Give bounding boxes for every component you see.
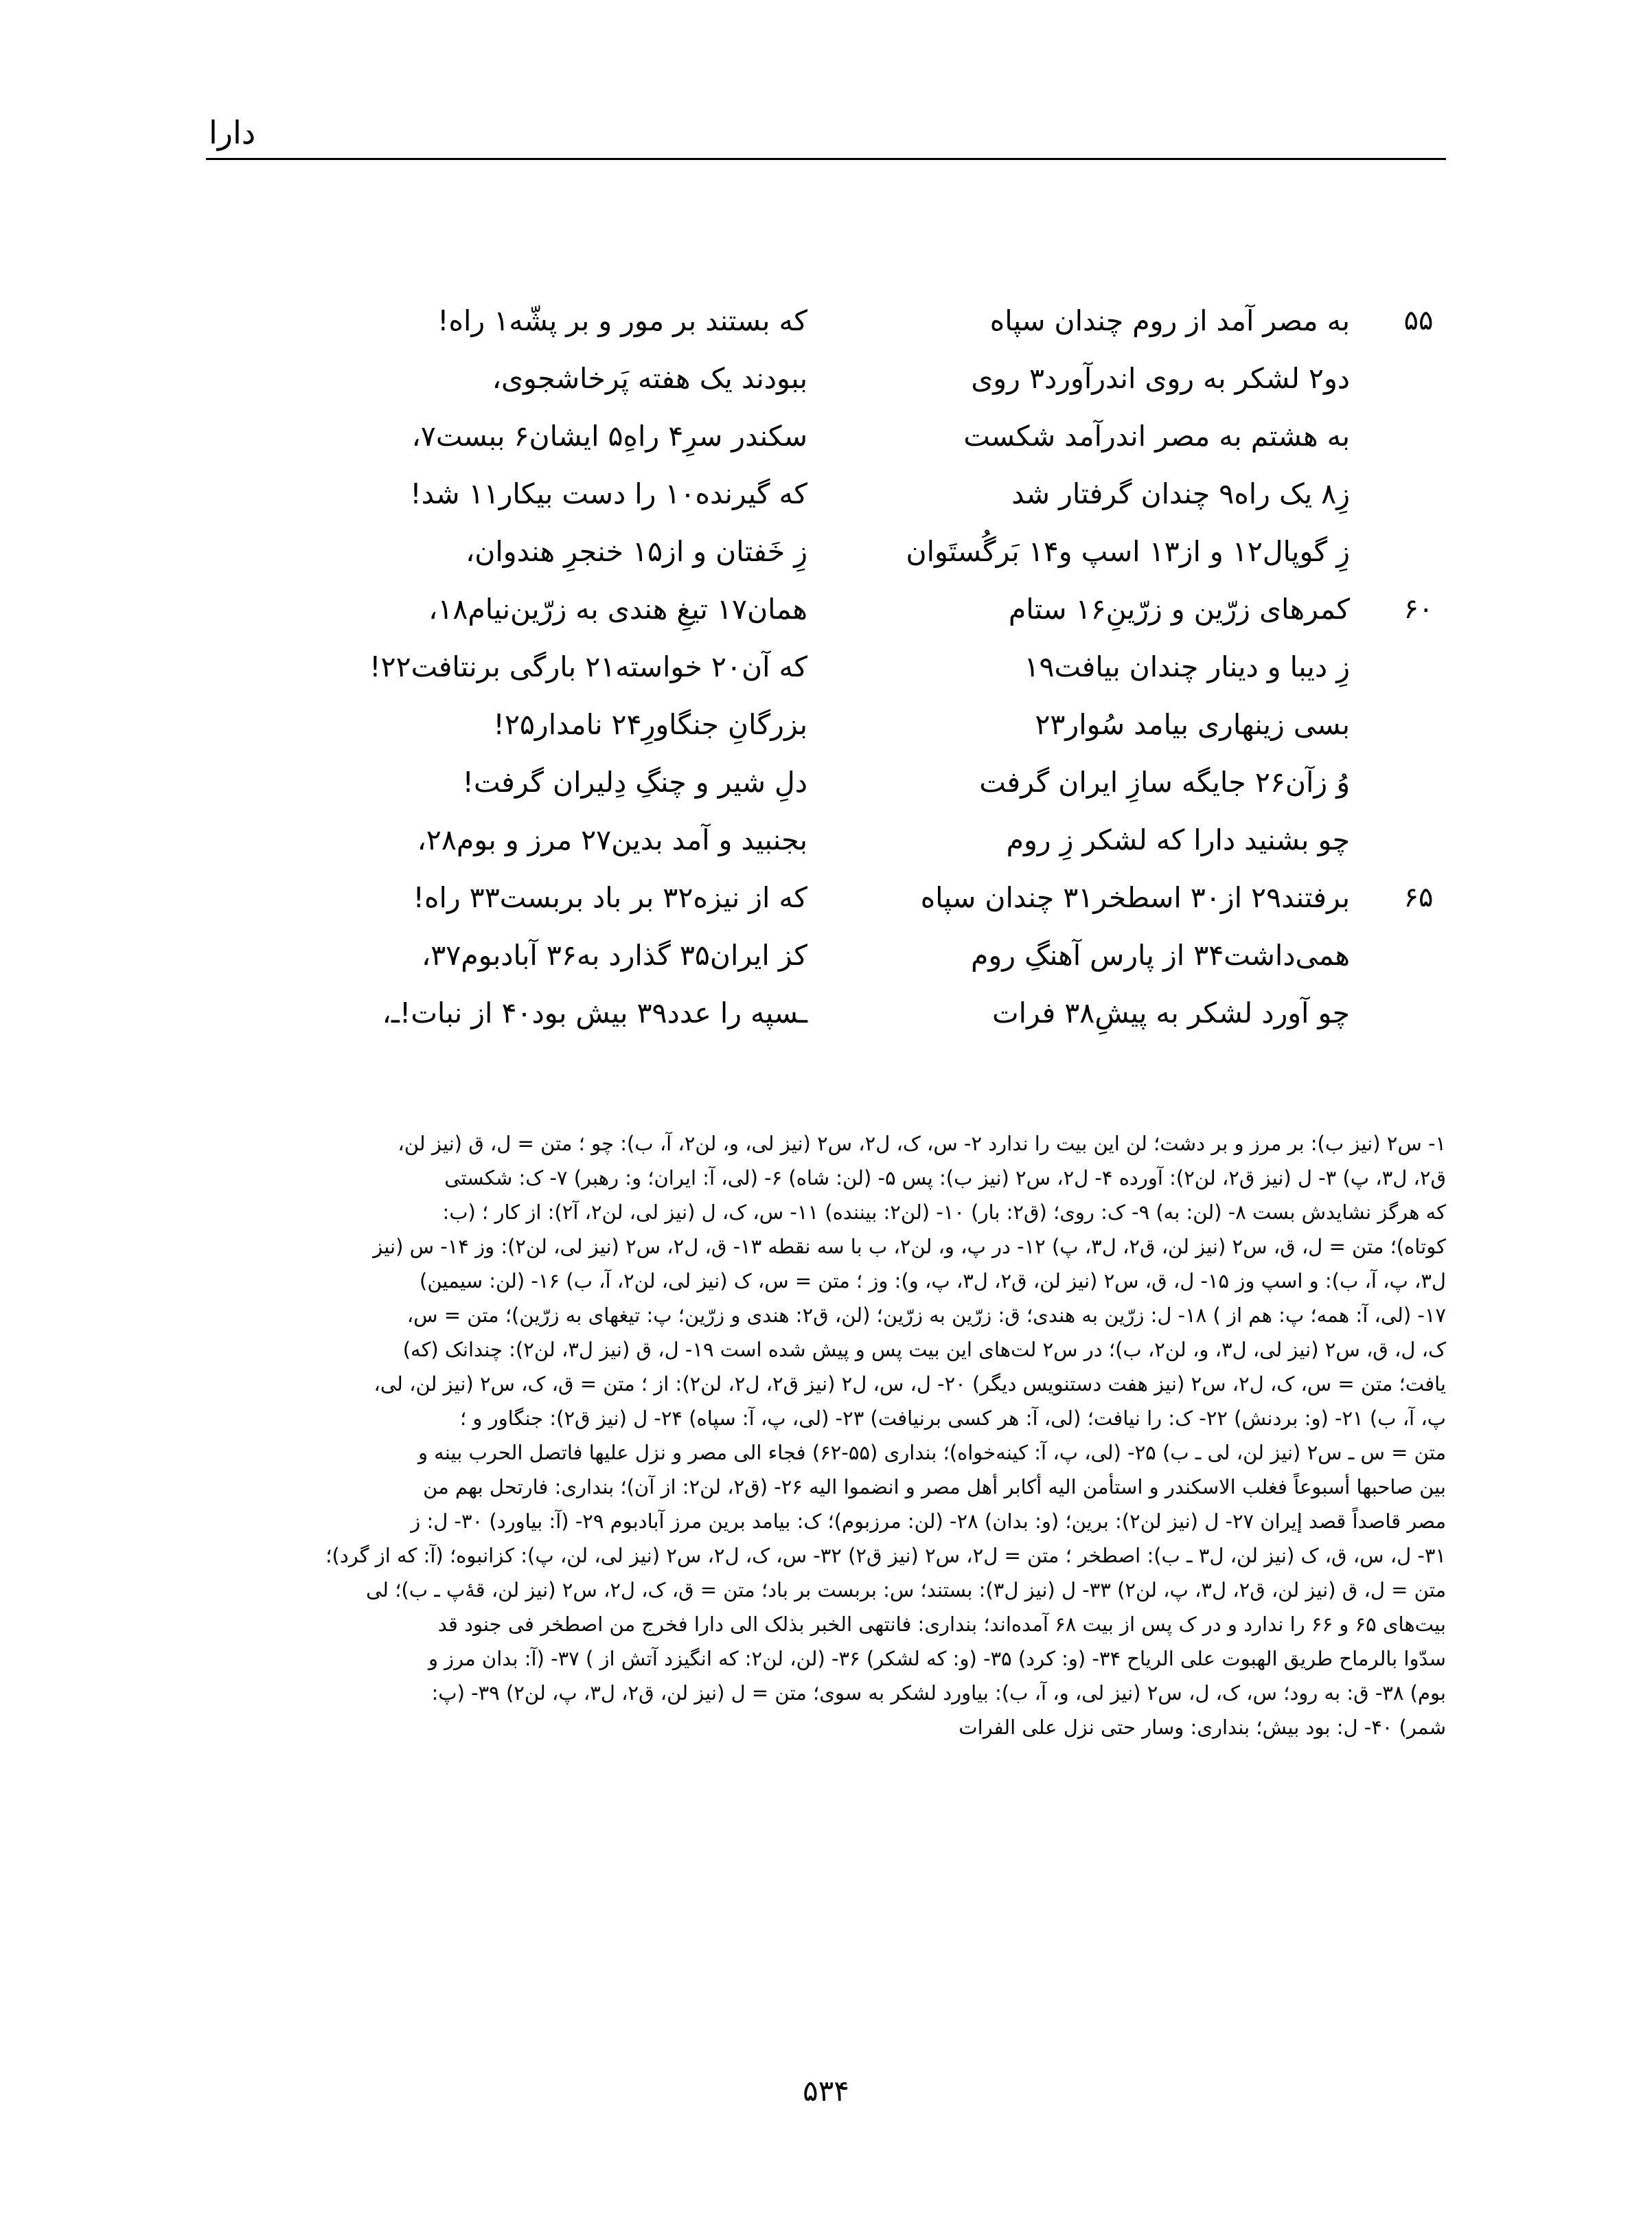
apparatus-line: ل۳، پ، آ، ب): و اسپ وز ۱۵- ل، ق، س۲ (نیز لن، ق۲، ل۳، پ، و): وز ؛ متن = س، ک (نیز لی، لن۲، آ، ب) ۱۶- (لن: سیمین) bbox=[420, 1269, 1446, 1292]
apparatus-line: ۱- س۲ (نیز ب): بر مرز و بر دشت؛ لن این بیت را ندارد ۲- س، ک، ل۲، س۲ (نیز لی، و، لن۲، آ، ب): چو ؛ متن = ل، ق (نیز لن، bbox=[398, 1132, 1446, 1155]
verse-row bbox=[206, 468, 1446, 526]
verse-row bbox=[206, 815, 1446, 872]
hemistich-second: چو بشنید دارا که لشکر زِ روم bbox=[1006, 823, 1350, 856]
hemistich-first: که آن۲۰ خواسته۲۱ بارگی برنتافت۲۲! bbox=[369, 650, 807, 683]
verse-row bbox=[206, 757, 1446, 815]
apparatus-line: یافت؛ متن = س، ک، ل۲، س۲ (نیز هفت دستنویس دیگر) ۲۰- ل، س، ل۲ (نیز ق۲، ل۲، لن۲): از ؛ متن = ق، ک، س۲ (نیز لن، لی، bbox=[374, 1372, 1446, 1396]
header-rule bbox=[206, 158, 1446, 160]
apparatus-line: ق۲، ل۳، پ) ۳- ل (نیز ق۲، لن۲): آورده ۴- ل۲، س۲ (نیز ب): پس ۵- (لن: شاه) ۶- (لی، آ: ایران؛ و: رهبر) ۷- ک: شکستی bbox=[444, 1166, 1446, 1189]
verse-row bbox=[206, 526, 1446, 584]
hemistich-second: به مصر آمد از روم چندان سپاه bbox=[989, 304, 1350, 337]
page-number: ۵۳۴ bbox=[803, 2074, 849, 2108]
verse-row bbox=[206, 411, 1446, 468]
hemistich-second: زِ گوپال۱۲ و از۱۳ اسپ و۱۴ بَرگُستَوان bbox=[906, 535, 1350, 568]
verse-row bbox=[206, 930, 1446, 988]
hemistich-first: بجنبید و آمد بدین۲۷ مرز و بوم۲۸، bbox=[417, 823, 807, 856]
hemistich-first: همان۱۷ تیغِ هندی به زرّین‌نیام۱۸، bbox=[428, 593, 807, 626]
verse-number: ۶۵ bbox=[1403, 882, 1434, 913]
hemistich-second: زِ دیبا و دینار چندان بیافت۱۹ bbox=[1024, 650, 1350, 683]
hemistich-second: دو۲ لشکر به روی اندرآورد۳ روی bbox=[971, 362, 1350, 395]
apparatus-line: که هرگز نشایدش بست ۸- (لن: به) ۹- ک: روی؛ (ق۲: بار) ۱۰- (لن۲: بیننده) ۱۱- س، ک، ل (نیز لی، لن۲، آ۲): از کار ؛ (ب: bbox=[442, 1200, 1446, 1224]
apparatus-line: مصر قاصداً قصد إیران ۲۷- ل (نیز لن۲): برین؛ (و: بدان) ۲۸- (لن: مرزبوم)؛ ک: بیامد برین مرز آبادبوم ۲۹- (آ: بیاورد) ۳۰- ل: ز bbox=[411, 1510, 1446, 1533]
page-header bbox=[206, 114, 1446, 192]
verse-row bbox=[206, 584, 1446, 641]
hemistich-first: کز ایران۳۵ گذارد به۳۶ آبادبوم۳۷، bbox=[422, 939, 807, 972]
apparatus-line: کوتاه)؛ متن = ل، ق، س۲ (نیز لن، ق۲، ل۳، پ) ۱۲- در پ، و، لن۲، ب با سه نقطه ۱۳- ق، ل۲، س۲ (نیز لی، لن۲): وز ۱۴- س (نیز bbox=[373, 1235, 1446, 1258]
verse-number: ۵۵ bbox=[1403, 305, 1434, 337]
apparatus-line: بیت‌های ۶۵ و ۶۶ را ندارد و در ک پس از بیت ۶۸ آمده‌اند؛ بنداری: فانتهی الخبر بذلک الی دارا فخرج من اصطخر فی جنود قد bbox=[437, 1613, 1446, 1636]
apparatus-line: سدّوا بالرماح طریق الهبوت علی الریاح ۳۴- (و: کرد) ۳۵- (و: که لشکر) ۳۶- (لن، لن۲: که انگیزد آتش از ) ۳۷- (آ: بدان مرز و bbox=[428, 1647, 1446, 1670]
hemistich-first: ببودند یک هفته پَرخاشجوی، bbox=[492, 362, 807, 395]
hemistich-first: که بستند بر مور و بر پشّه۱ راه! bbox=[437, 304, 807, 337]
apparatus-criticus bbox=[206, 1126, 1446, 1744]
hemistich-first: بزرگانِ جنگاورِ۲۴ نامدار۲۵! bbox=[493, 708, 807, 741]
apparatus-line: بوم) ۳۸- ق: به رود؛ س، ک، ل، س۲ (نیز لی، و، آ، ب): بیاورد لشکر به سوی؛ متن = ل (نیز لن، ق۲، ل۳، پ، لن۲) ۳۹- (پ: bbox=[431, 1681, 1446, 1705]
verse-block bbox=[206, 295, 1446, 1029]
verse-row bbox=[206, 988, 1446, 1045]
apparatus-line: شمر) ۴۰- ل: بود بیش؛ بنداری: وسار حتی نزل علی الفرات bbox=[959, 1716, 1446, 1739]
hemistich-first: زِ خَفتان و از۱۵ خنجرِ هندوان، bbox=[466, 535, 807, 568]
hemistich-second: وُ زآن۲۶ جایگه سازِ ایران گرفت bbox=[979, 766, 1350, 799]
hemistich-first: دلِ شیر و چنگِ دِلیران گرفت! bbox=[462, 766, 807, 799]
hemistich-second: زِ۸ یک راه۹ چندان گرفتار شد bbox=[1011, 477, 1350, 510]
apparatus-line: پ، آ، ب) ۲۱- (و: بردنش) ۲۲- ک: را نیافت؛ (لی، آ: هر کسی برنیافت) ۲۳- (لی، پ، آ: سپاه) ۲۴- ل (نیز ق۲): جنگاور و ؛ bbox=[459, 1406, 1446, 1430]
apparatus-line: بین صاحبها أسبوعاً فغلب الاسکندر و استأمن الیه أکابر أهل مصر و انضموا الیه ۲۶- (ق۲، لن۲: از آن)؛ بنداری: فارتحل بهم من bbox=[423, 1475, 1446, 1499]
apparatus-line: ک، ل، ق، س۲ (نیز لی، ل۳، و، لن۲، ب)؛ در س۲ لت‌های این بیت پس و پیش شده است ۱۹- ل، ق (نیز ل۳، لن۲): چندانک (که) bbox=[402, 1338, 1446, 1361]
verse-row bbox=[206, 295, 1446, 353]
apparatus-line: ۱۷- (لی، آ: همه؛ پ: هم از ) ۱۸- ل: زرّین به هندی؛ ق: زرّین به زرّین؛ (لن، ق۲: هندی و زرّین؛ پ: تیغهای به زرّین)؛ متن = س، bbox=[406, 1303, 1446, 1327]
verse-row bbox=[206, 353, 1446, 411]
verse-row bbox=[206, 699, 1446, 757]
hemistich-second: برفتند۲۹ از۳۰ اسطخر۳۱ چندان سپاه bbox=[920, 881, 1350, 914]
verse-row bbox=[206, 872, 1446, 930]
hemistich-second: همی‌داشت۳۴ از پارس آهنگِ روم bbox=[971, 939, 1350, 972]
hemistich-first: که گیرنده۱۰ را دست بیکار۱۱ شد! bbox=[410, 477, 807, 510]
hemistich-second: چو آورد لشکر به پیشِ۳۸ فرات bbox=[992, 996, 1350, 1029]
verse-number: ۶۰ bbox=[1403, 593, 1434, 625]
apparatus-line: ۳۱- ل، س، ق، ک (نیز لن، ل۳ ـ ب): اصطخر ؛ متن = ل۲، س۲ (نیز ق۲) ۳۲- س، ک، ل۲، س۲ (نیز لی، لن، پ): کزانبوه؛ (آ: که از گرد)؛ bbox=[325, 1544, 1446, 1567]
apparatus-line: متن = س ـ س۲ (نیز لن، لی ـ ب) ۲۵- (لی، پ، آ: کینه‌خواه)؛ بنداری (۵۵-۶۲) فجاء الی مصر و نزل علیها فاتصل الحرب بینه و bbox=[417, 1441, 1446, 1464]
hemistich-second: بسی زینهاری بیامد سُوار۲۳ bbox=[1035, 708, 1350, 741]
hemistich-second: به هشتم به مصر اندرآمد شکست bbox=[963, 420, 1350, 453]
hemistich-first: که از نیزه۳۲ بر باد بربست۳۳ راه! bbox=[413, 881, 807, 914]
apparatus-line: متن = ل، ق (نیز لن، ق۲، ل۳، پ، لن۲) ۳۳- ل (نیز ل۳): بستند؛ س: بربست بر باد؛ متن = ق، ک، ل۲، س۲ (نیز لن، قۀپ ـ ب)؛ لی bbox=[365, 1578, 1446, 1602]
running-head: دارا bbox=[209, 114, 256, 151]
hemistich-second: کمرهای زرّین و زرّینِ۱۶ ستام bbox=[1008, 593, 1350, 626]
hemistich-first: ـسپه را عدد۳۹ بیش بود۴۰ از نبات!ـ، bbox=[382, 996, 807, 1029]
hemistich-first: سکندر سرِ۴ راهِ۵ ایشان۶ ببست۷، bbox=[411, 420, 807, 453]
verse-row bbox=[206, 641, 1446, 699]
